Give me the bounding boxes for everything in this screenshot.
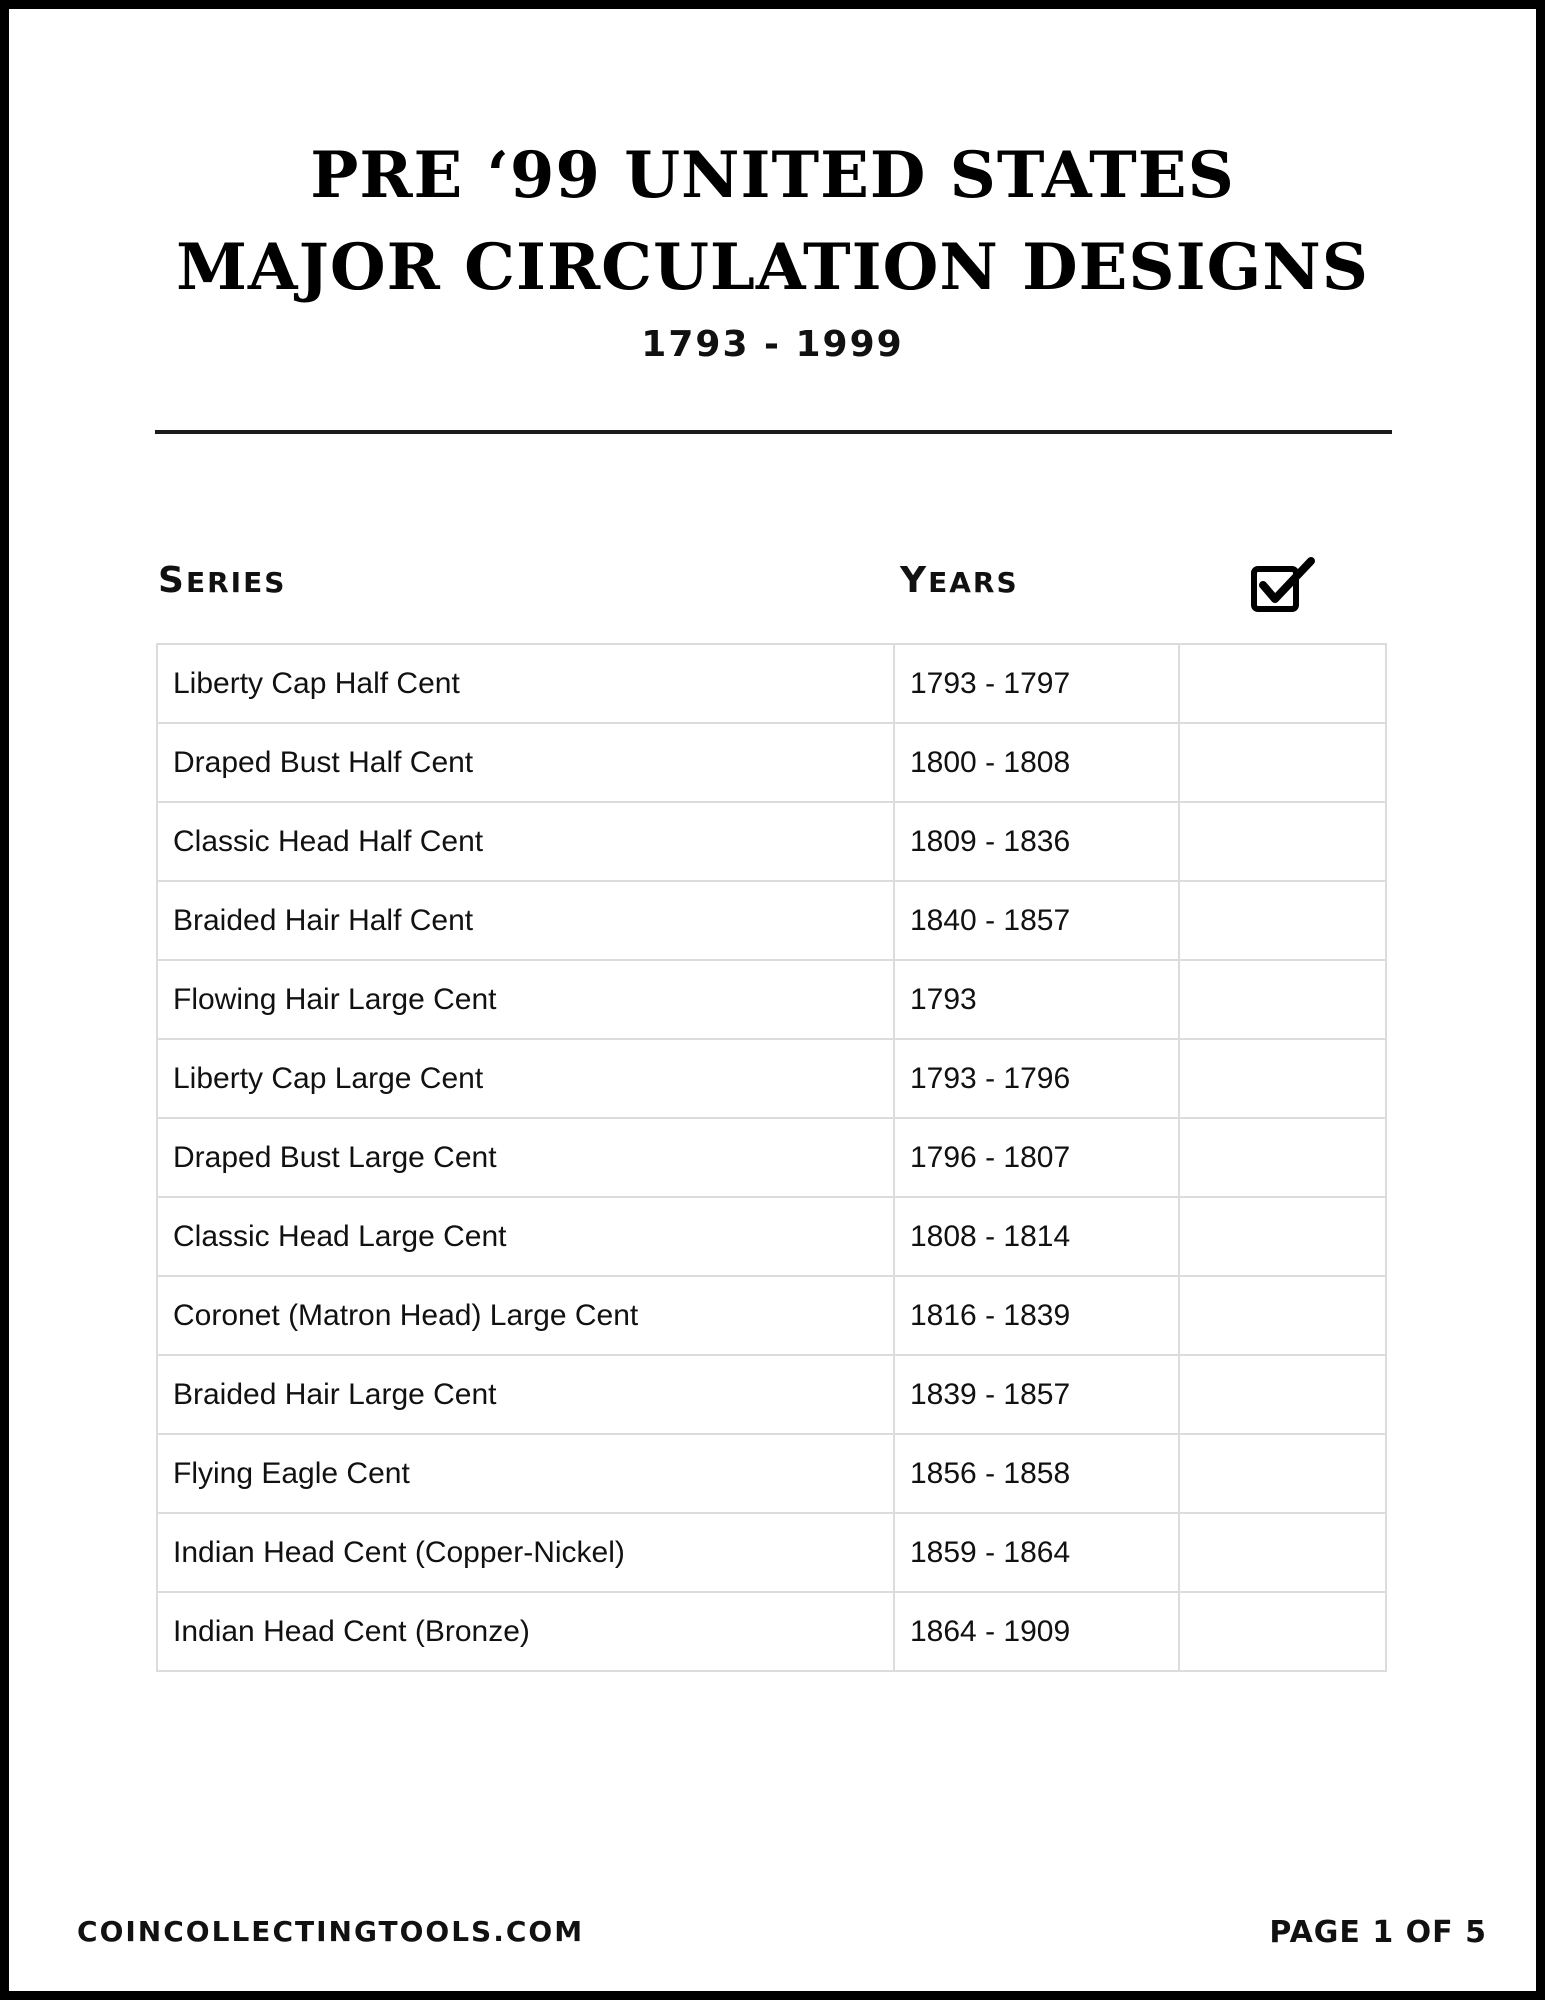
years-cell: 1856 - 1858 bbox=[894, 1434, 1179, 1513]
series-cell: Draped Bust Large Cent bbox=[157, 1118, 894, 1197]
checkbox-cell[interactable] bbox=[1179, 960, 1386, 1039]
table-row bbox=[157, 1118, 1386, 1197]
series-column-header bbox=[158, 560, 287, 601]
table-row bbox=[157, 1592, 1386, 1671]
checkbox-cell[interactable] bbox=[1179, 802, 1386, 881]
title-line-2: MAJOR CIRCULATION DESIGNS bbox=[176, 230, 1369, 305]
website-footer bbox=[77, 1915, 585, 1948]
series-cell: Classic Head Large Cent bbox=[157, 1197, 894, 1276]
table-row bbox=[157, 1513, 1386, 1592]
header-divider bbox=[155, 430, 1392, 434]
table-row bbox=[157, 881, 1386, 960]
series-cell: Indian Head Cent (Copper-Nickel) bbox=[157, 1513, 894, 1592]
checkbox-cell[interactable] bbox=[1179, 1039, 1386, 1118]
years-cell: 1840 - 1857 bbox=[894, 881, 1179, 960]
years-column-header bbox=[900, 560, 1019, 601]
years-cell: 1800 - 1808 bbox=[894, 723, 1179, 802]
years-header-label: YEARS bbox=[900, 560, 1019, 601]
checkbox-cell[interactable] bbox=[1179, 1434, 1386, 1513]
years-cell: 1793 - 1796 bbox=[894, 1039, 1179, 1118]
table-row bbox=[157, 644, 1386, 723]
checkbox-checked-icon bbox=[1251, 555, 1317, 613]
series-cell: Indian Head Cent (Bronze) bbox=[157, 1592, 894, 1671]
table-row bbox=[157, 1197, 1386, 1276]
coin-series-table bbox=[156, 643, 1387, 1672]
series-cell: Liberty Cap Half Cent bbox=[157, 644, 894, 723]
series-cell: Liberty Cap Large Cent bbox=[157, 1039, 894, 1118]
years-cell: 1809 - 1836 bbox=[894, 802, 1179, 881]
series-cell: Coronet (Matron Head) Large Cent bbox=[157, 1276, 894, 1355]
table-row bbox=[157, 1039, 1386, 1118]
checkbox-cell[interactable] bbox=[1179, 1355, 1386, 1434]
table-row bbox=[157, 1434, 1386, 1513]
series-cell: Flying Eagle Cent bbox=[157, 1434, 894, 1513]
series-cell: Braided Hair Large Cent bbox=[157, 1355, 894, 1434]
series-header-label: SERIES bbox=[158, 560, 287, 601]
website-label: COINCOLLECTINGTOOLS.COM bbox=[77, 1915, 585, 1948]
checkbox-cell[interactable] bbox=[1179, 1276, 1386, 1355]
checkbox-cell[interactable] bbox=[1179, 881, 1386, 960]
checkbox-cell[interactable] bbox=[1179, 1118, 1386, 1197]
table-row bbox=[157, 1276, 1386, 1355]
years-cell: 1793 - 1797 bbox=[894, 644, 1179, 723]
page-number: PAGE 1 OF 5 bbox=[1269, 1915, 1487, 1950]
checkbox-cell[interactable] bbox=[1179, 1592, 1386, 1671]
table-row bbox=[157, 802, 1386, 881]
series-cell: Draped Bust Half Cent bbox=[157, 723, 894, 802]
checkbox-cell[interactable] bbox=[1179, 723, 1386, 802]
years-cell: 1808 - 1814 bbox=[894, 1197, 1179, 1276]
series-cell: Flowing Hair Large Cent bbox=[157, 960, 894, 1039]
title-line-1: PRE ‘99 UNITED STATES bbox=[310, 138, 1235, 213]
series-cell: Classic Head Half Cent bbox=[157, 802, 894, 881]
checkbox-cell[interactable] bbox=[1179, 644, 1386, 723]
table-row bbox=[157, 1355, 1386, 1434]
checkbox-cell[interactable] bbox=[1179, 1197, 1386, 1276]
table-row bbox=[157, 723, 1386, 802]
years-cell: 1816 - 1839 bbox=[894, 1276, 1179, 1355]
years-cell: 1859 - 1864 bbox=[894, 1513, 1179, 1592]
date-range-subtitle: 1793 - 1999 bbox=[641, 324, 904, 365]
table-row bbox=[157, 960, 1386, 1039]
years-cell: 1839 - 1857 bbox=[894, 1355, 1179, 1434]
series-cell: Braided Hair Half Cent bbox=[157, 881, 894, 960]
checkbox-cell[interactable] bbox=[1179, 1513, 1386, 1592]
years-cell: 1864 - 1909 bbox=[894, 1592, 1179, 1671]
years-cell: 1796 - 1807 bbox=[894, 1118, 1179, 1197]
years-cell: 1793 bbox=[894, 960, 1179, 1039]
